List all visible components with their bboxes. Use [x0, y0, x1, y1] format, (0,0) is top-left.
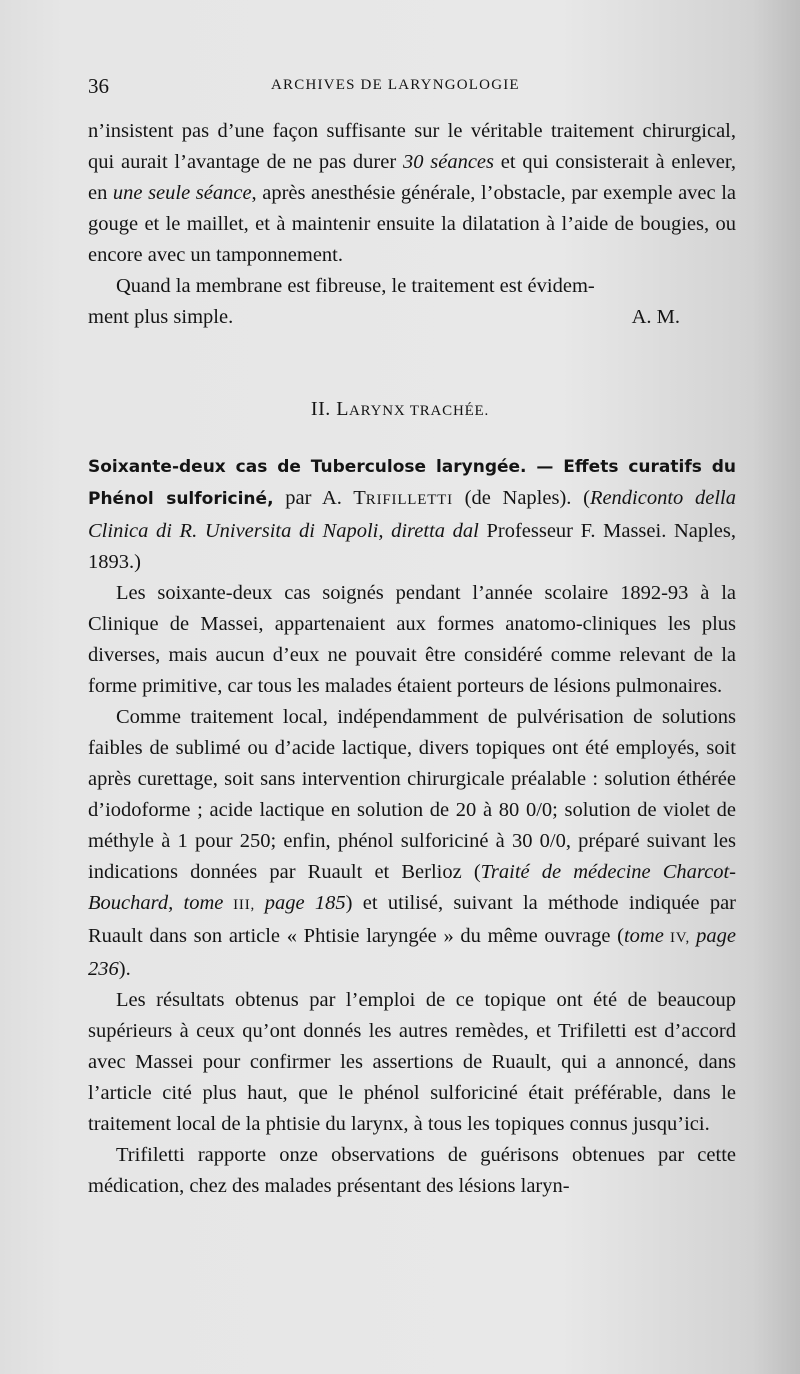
paragraph: Les soixante-deux cas soignés pendant l’année scolaire 1892-93 à la Clinique de Massei, appartenaient aux formes anatomo-cliniques les plus diverses, mais aucun d’eux ne pouvait être considéré comme relevant de la forme primitive, car tous les malades étaient porteurs de lésions pulmonaires.: [88, 582, 736, 697]
signature-line: ment plus simple. A. M.: [88, 302, 736, 333]
author-signature: A. M.: [631, 306, 680, 328]
article-title: Soixante-deux cas de Tuberculose laryngée. — Effets curatifs du Phénol sulforiciné,: [88, 457, 736, 509]
section-heading: II. LARYNX TRACHÉE.: [310, 398, 490, 420]
paragraph: Trifiletti rapporte onze observations de guérisons obtenues par cette médication, chez des malades présentant des lésions laryn-: [88, 1144, 736, 1197]
paragraph: Quand la membrane est fibreuse, le traitement est évidem-: [116, 275, 595, 297]
bibliographic-reference: Soixante-deux cas de Tuberculose laryngée. — Effets curatifs du Phénol sulforiciné, par A. TRIFILLETTI (de Naples). (Rendiconto della Clinica di R. Universita di Napoli, diretta dal Professeur F. Massei. Naples, 1893.): [88, 457, 737, 573]
page-number: 36: [88, 74, 109, 98]
paragraph: Comme traitement local, indépendamment de pulvérisation de solutions faibles de sublimé ou d’acide lactique, divers topiques ont été employés, soit après curettage, soit sans intervention chirurgicale préalable : solution éthérée d’iodoforme ; acide lactique en solution de 20 à 80 0/0; solution de violet de méthyle à 1 pour 250; enfin, phénol sulforiciné à 30 0/0, préparé suivant les indications données par Ruault et Berlioz (Traité de médecine Charcot-Bouchard, tome III, page 185) et utilisé, suivant la méthode indiquée par Ruault dans son article « Phtisie laryngée » du même ouvrage (tome IV, page 236).: [88, 706, 736, 980]
continued-text-block: [88, 116, 736, 333]
running-head: ARCHIVES DE LARYNGOLOGIE: [271, 77, 520, 93]
paragraph: n’insistent pas d’une façon suffisante sur le véritable traitement chirurgical, qui aurait l’avantage de ne pas durer 30 séances et qui consisterait à enlever, en une seule séance, après anesthésie générale, l’obstacle, par exemple avec la gouge et le maillet, et à maintenir ensuite la dilatation à l’aide de bougies, ou encore avec un tamponnement.: [88, 120, 736, 266]
article-body: [88, 578, 736, 1202]
paragraph: Les résultats obtenus par l’emploi de ce topique ont été de beaucoup supérieurs à ceux qu’ont donnés les autres remèdes, et Trifiletti est d’accord avec Massei pour confirmer les assertions de Ruault, qui a annoncé, dans l’article cité plus haut, que le phénol sulforiciné était préférable, dans le traitement local de la phtisie du larynx, à tous les topiques connus jusqu’ici.: [88, 989, 736, 1135]
page-header: [88, 74, 738, 98]
source-journal: Rendiconto della Clinica di R. Universita di Napoli, diretta dal: [88, 487, 736, 542]
